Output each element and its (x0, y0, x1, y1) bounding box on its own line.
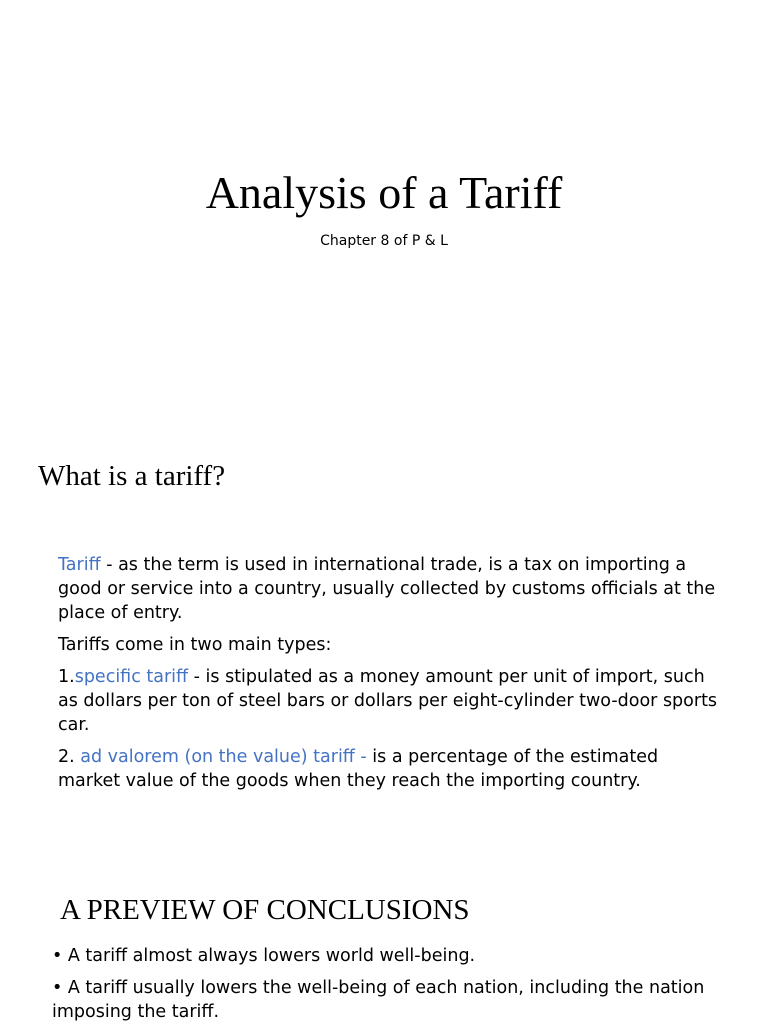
specific-tariff-text: - is stipulated as a money amount per unit of import, such as dollars per ton of steel bars or dollars per eight-cylinder two-door sports car. (58, 667, 718, 735)
types-intro: Tariffs come in two main types: (58, 635, 332, 655)
section-heading-what-is-tariff: What is a tariff? (38, 460, 226, 492)
list-item: • A tariff almost always lowers world well-being. (52, 946, 476, 966)
tariff-definition-text: - as the term is used in international trade, is a tax on importing a good or service into a country, usually collected by customs officials at the place of entry. (58, 555, 716, 623)
specific-tariff-term: specific tariff (74, 667, 189, 687)
ad-valorem-text: is a percentage of the estimated market value of the goods when they reach the importing country. (58, 747, 659, 791)
type2-prefix: 2. (58, 747, 81, 767)
title-slide (0, 0, 768, 420)
section-heading-preview: A PREVIEW OF CONCLUSIONS (60, 894, 470, 926)
type1-prefix: 1. (58, 667, 75, 687)
type-specific-tariff (58, 665, 718, 737)
type-ad-valorem-tariff (58, 745, 718, 793)
definition-block (58, 553, 718, 801)
ad-valorem-term: ad valorem (on the value) tariff - (80, 747, 373, 767)
tariff-term: Tariff (58, 555, 101, 575)
slide-subtitle: Chapter 8 of P & L (320, 233, 448, 249)
list-item: • A tariff usually lowers the well-being of each nation, including the nation imposing the tariff. (52, 978, 705, 1022)
tariff-definition (58, 553, 718, 625)
slide-title: Analysis of a Tariff (205, 167, 563, 218)
conclusions-list (52, 944, 732, 1032)
